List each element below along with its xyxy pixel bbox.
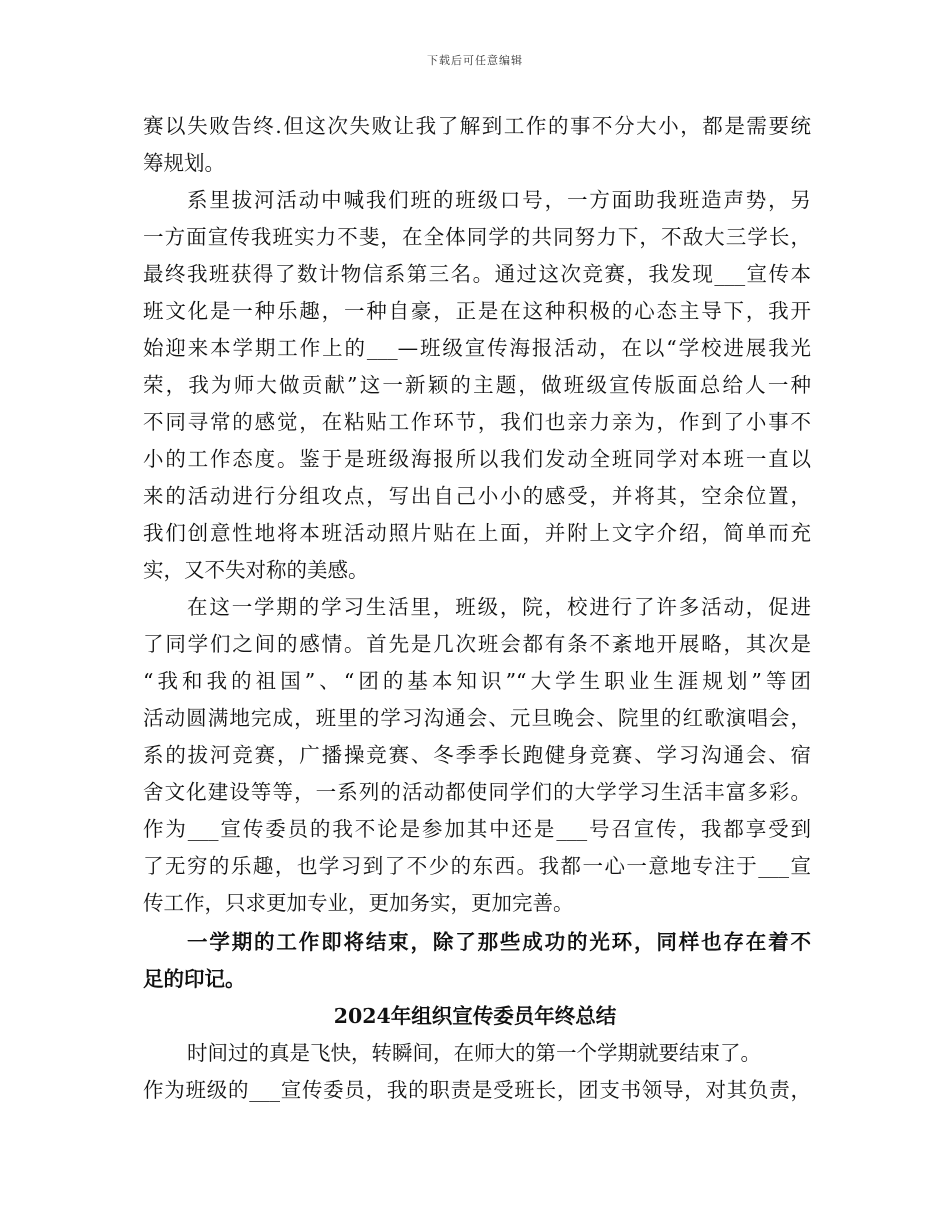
text-line: 作为___宣传委员的我不论是参加其中还是___号召宣传，我都享受到 (143, 817, 811, 841)
text-line: 最终我班获得了数计物信系第三名。通过这次竞赛，我发现___宣传本 (143, 262, 811, 286)
text-line: 了同学们之间的感情。首先是几次班会都有条不紊地开展略，其次是 (143, 632, 811, 656)
text-line: 足的印记。 (143, 967, 246, 991)
text-line: 一方面宣传我班实力不斐，在全体同学的共同努力下，不敌大三学长， (143, 225, 811, 249)
text-line: 小的工作态度。鉴于是班级海报所以我们发动全班同学对本班一直以 (143, 447, 811, 471)
text-line: 时间过的真是飞快，转瞬间，在师大的第一个学期就要结束了。 (187, 1041, 761, 1065)
text-line: 活动圆满地完成，班里的学习沟通会、元旦晚会、院里的红歌演唱会， (143, 706, 811, 730)
text-line: 来的活动进行分组攻点，写出自己小小的感受，并将其，空余位置， (143, 484, 811, 508)
page-header: 下载后可任意编辑 (427, 54, 523, 67)
section-title: 2024年组织宣传委员年终总结 (333, 1004, 617, 1028)
text-line: 舍文化建设等等，一系列的活动都使同学们的大学学习生活丰富多彩。 (143, 780, 811, 804)
text-line: 系里拔河活动中喊我们班的班级口号，一方面助我班造声势，另 (187, 188, 811, 212)
text-line: 在这一学期的学习生活里，班级，院，校进行了许多活动，促进 (187, 595, 811, 619)
text-line: “我和我的祖国”、“团的基本知识”“大学生职业生涯规划”等团 (143, 669, 811, 693)
text-line: 荣，我为师大做贡献”这一新颖的主题，做班级宣传版面总给人一种 (143, 373, 811, 397)
text-line: 实，又不失对称的美感。 (143, 558, 369, 582)
text-line: 筹规划。 (143, 151, 225, 175)
text-line: 作为班级的___宣传委员，我的职责是受班长，团支书领导，对其负责， (143, 1078, 811, 1102)
text-line: 班文化是一种乐趣，一种自豪，正是在这种积极的心态主导下，我开 (143, 299, 811, 323)
text-line: 始迎来本学期工作上的___—班级宣传海报活动，在以“学校进展我光 (143, 336, 811, 360)
text-line: 我们创意性地将本班活动照片贴在上面，并附上文字介绍，简单而充 (143, 521, 811, 545)
text-line: 不同寻常的感觉，在粘贴工作环节，我们也亲力亲为，作到了小事不 (143, 410, 811, 434)
text-line: 了无穷的乐趣，也学习到了不少的东西。我都一心一意地专注于___宣 (143, 854, 811, 878)
text-line: 一学期的工作即将结束，除了那些成功的光环，同样也存在着不 (187, 930, 811, 954)
text-line: 传工作，只求更加专业，更加务实，更加完善。 (143, 891, 574, 915)
text-line: 系的拔河竞赛，广播操竞赛、冬季季长跑健身竞赛、学习沟通会、宿 (143, 743, 811, 767)
text-line: 赛以失败告终.但这次失败让我了解到工作的事不分大小，都是需要统 (143, 114, 811, 138)
